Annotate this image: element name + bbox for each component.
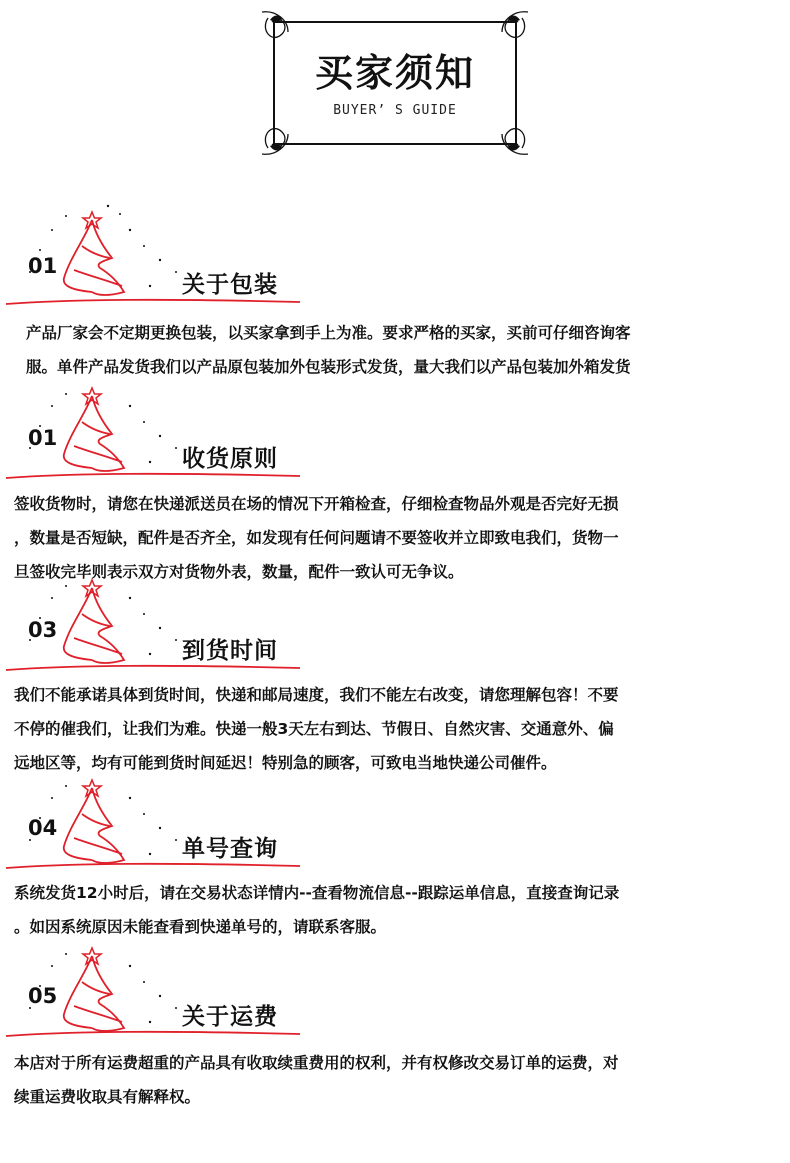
section-number: 01 (28, 426, 58, 450)
section-body (26, 316, 631, 384)
body-line: 服。单件产品发货我们以产品原包装加外包装形式发货，量大我们以产品包装加外箱发货 (26, 358, 631, 376)
section-number: 03 (28, 618, 58, 642)
section-body (14, 678, 619, 780)
body-line: 系统发货12小时后，请在交易状态详情内--查看物流信息--跟踪运单信息，直接查询记录 (14, 884, 620, 902)
section-body (14, 876, 619, 944)
body-line: 续重运费收取具有解释权。 (14, 1088, 201, 1106)
section-number: 05 (28, 984, 58, 1008)
section-title: 关于运费 (182, 1004, 278, 1030)
section-title: 收货原则 (182, 446, 278, 472)
section-title: 关于包装 (182, 272, 278, 298)
body-line: 签收货物时，请您在快递派送员在场的情况下开箱检查，仔细检查物品外观是否完好无损 (14, 495, 619, 513)
body-line: 产品厂家会不定期更换包装，以买家拿到手上为准。要求严格的买家，买前可仔细咨询客 (26, 324, 631, 342)
guide-header (258, 8, 532, 158)
section-title: 到货时间 (182, 638, 278, 664)
section-body (14, 1046, 619, 1114)
section-number: 04 (28, 816, 58, 840)
page-title: 买家须知 (314, 51, 475, 95)
body-line: 我们不能承诺具体到货时间，快递和邮局速度，我们不能左右改变，请您理解包容！不要 (14, 686, 619, 704)
page-subtitle: BUYER’ S GUIDE (333, 103, 457, 118)
body-line: ，数量是否短缺，配件是否齐全，如发现有任何问题请不要签收并立即致电我们，货物一 (14, 529, 619, 547)
section-title: 单号查询 (182, 836, 278, 862)
body-line: 。如因系统原因未能查看到快递单号的，请联系客服。 (14, 918, 387, 936)
body-line: 旦签收完毕则表示双方对货物外表，数量，配件一致认可无争议。 (14, 563, 464, 581)
section-body (14, 487, 619, 589)
section-number: 01 (28, 254, 58, 278)
body-line: 远地区等，均有可能到货时间延迟！特别急的顾客，可致电当地快递公司催件。 (14, 754, 557, 772)
body-line: 不停的催我们，让我们为难。快递一般3天左右到达、节假日、自然灾害、交通意外、偏 (14, 720, 614, 738)
body-line: 本店对于所有运费超重的产品具有收取续重费用的权利，并有权修改交易订单的运费，对 (14, 1054, 619, 1072)
